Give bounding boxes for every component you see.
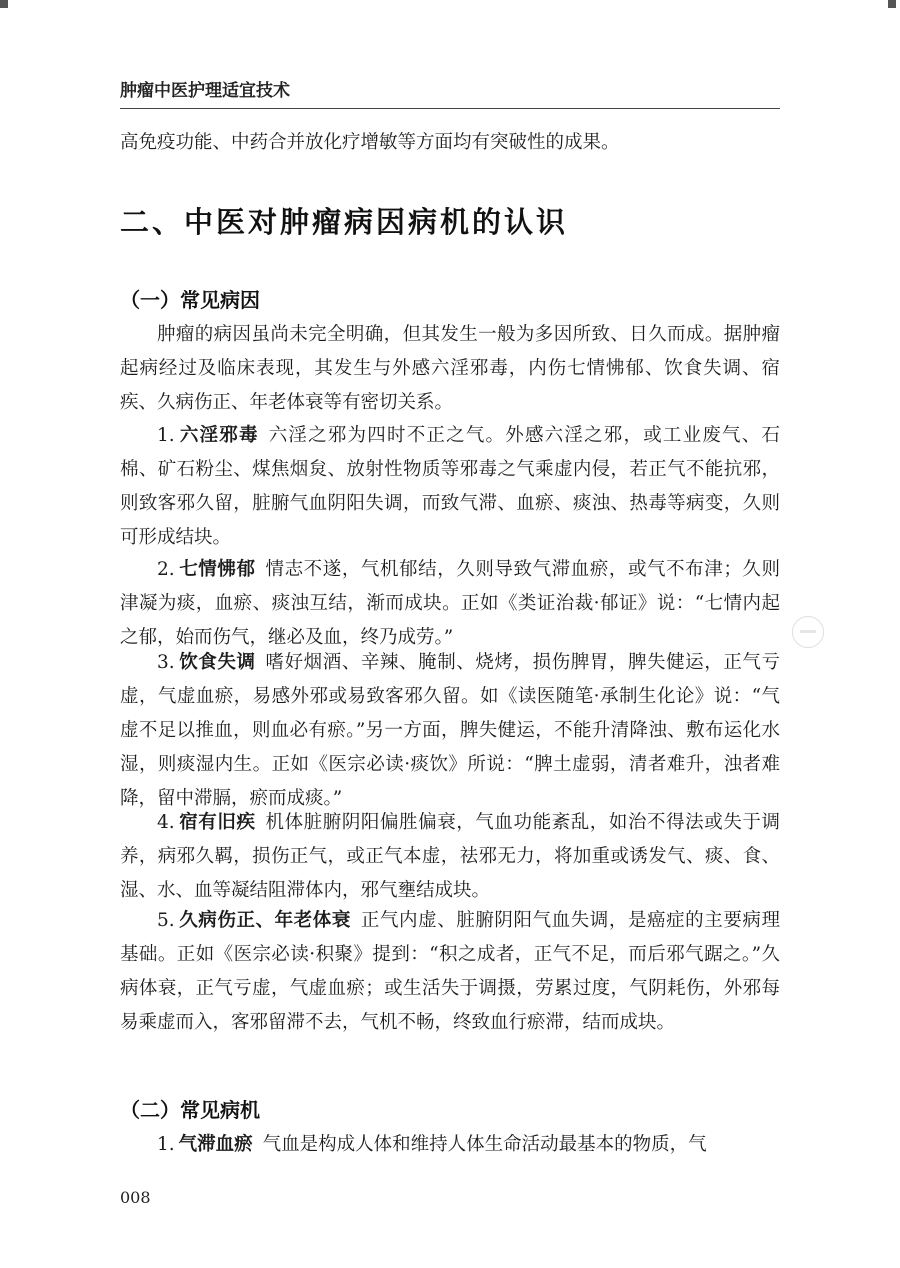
- item-number: 4.: [157, 812, 175, 833]
- causes-intro-paragraph: 肿瘤的病因虽尚未完全明确，但其发生一般为多因所致、日久而成。据肿瘤起病经过及临床表现，其发生与外感六淫邪毒，内伤七情怫郁、饮食失调、宿疾、久病伤正、年老体衰等有密切关系。: [120, 324, 780, 413]
- item-number: 1.: [157, 1134, 175, 1155]
- item-term: 气滞血瘀: [178, 1134, 253, 1155]
- cause-item: [120, 806, 780, 908]
- subsection-title-causes: （一）常见病因: [120, 288, 260, 312]
- mechanism-item: [120, 1128, 780, 1162]
- item-term: 饮食失调: [178, 652, 256, 673]
- item-text: 六淫之邪为四时不正之气。外感六淫之邪，或工业废气、石棉、矿石粉尘、煤焦烟炱、放射性物质等邪毒之气乘虚内侵，若正气不能抗邪，则致客邪久留，脏腑气血阴阳失调，而致气滞、血瘀、痰浊、热毒等病变，久则可形成结块。: [120, 425, 780, 548]
- item-text: 机体脏腑阴阳偏胜偏衰，气血功能紊乱，如治不得法或失于调养，病邪久羁，损伤正气，或正气本虚，祛邪无力，将加重或诱发气、痰、食、湿、水、血等凝结阻滞体内，邪气壅结成块。: [120, 812, 780, 901]
- intro-line: 高免疫功能、中药合并放化疗增敏等方面均有突破性的成果。: [120, 132, 620, 153]
- item-term: 七情怫郁: [178, 559, 256, 580]
- item-number: 1.: [157, 425, 175, 446]
- item-term: 久病伤正、年老体衰: [178, 910, 351, 931]
- header-rule: [120, 108, 780, 109]
- cause-item: [120, 646, 780, 816]
- item-text: 嗜好烟酒、辛辣、腌制、烧烤，损伤脾胃，脾失健运，正气亏虚，气虚血瘀，易感外邪或易致客邪久留。如《读医随笔·承制生化论》说：“气虚不足以推血，则血必有瘀。”另一方面，脾失健运，不能升清降浊、敷布运化水湿，则痰湿内生。正如《医宗必读·痰饮》所说：“脾土虚弱，清者难升，浊者难降，留中滞膈，瘀而成痰。”: [120, 652, 780, 809]
- item-term: 宿有旧疾: [178, 812, 256, 833]
- page-number: 008: [120, 1188, 151, 1207]
- cause-item: [120, 553, 780, 655]
- item-number: 3.: [157, 652, 175, 673]
- side-stamp-icon: [792, 616, 824, 648]
- cause-item: [120, 419, 780, 555]
- item-text: 气血是构成人体和维持人体生命活动最基本的物质，气: [262, 1134, 707, 1155]
- crop-mark-right: [888, 0, 896, 8]
- running-header: 肿瘤中医护理适宜技术: [120, 81, 290, 101]
- cause-item: [120, 904, 780, 1040]
- item-text: 正气内虚、脏腑阴阳气血失调，是癌症的主要病理基础。正如《医宗必读·积聚》提到：“积之成者，正气不足，而后邪气踞之。”久病体衰，正气亏虚，气虚血瘀；或生活失于调摄，劳累过度，气阴耗伤，外邪每易乘虚而入，客邪留滞不去，气机不畅，终致血行瘀滞，结而成块。: [120, 910, 780, 1033]
- item-text: 情志不遂，气机郁结，久则导致气滞血瘀，或气不布津；久则津凝为痰，血瘀、痰浊互结，渐而成块。正如《类证治裁·郁证》说：“七情内起之郁，始而伤气，继必及血，终乃成劳。”: [120, 559, 780, 648]
- item-term: 六淫邪毒: [178, 425, 259, 446]
- section-title: 二、中医对肿瘤病因病机的认识: [120, 205, 569, 239]
- crop-mark-left: [0, 0, 8, 8]
- subsection-title-mechanisms: （二）常见病机: [120, 1098, 260, 1122]
- item-number: 2.: [157, 559, 175, 580]
- item-number: 5.: [157, 910, 175, 931]
